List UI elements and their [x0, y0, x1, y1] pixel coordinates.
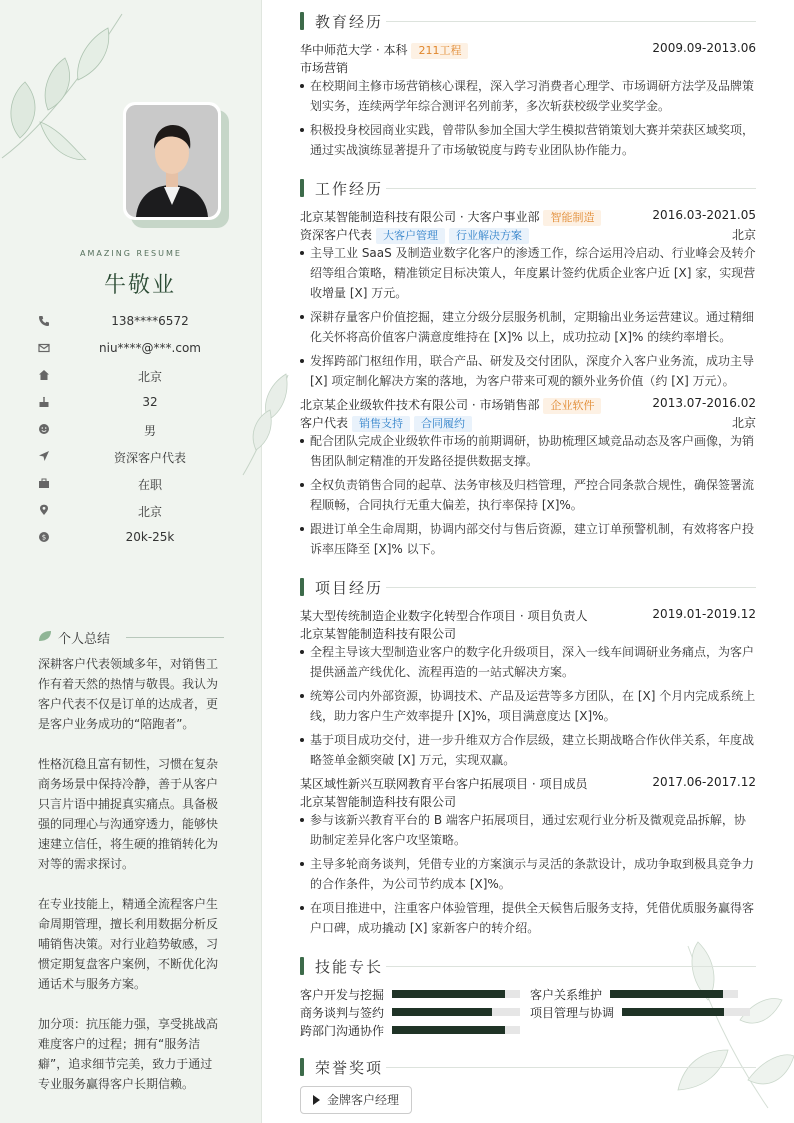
- cake-icon: [38, 396, 50, 408]
- skill-level-bar: [392, 990, 505, 998]
- gender-icon: [38, 423, 50, 435]
- education-header: [300, 40, 756, 58]
- tagline: AMAZING RESUME: [80, 249, 182, 258]
- info-gender: 男: [38, 421, 238, 439]
- section-work: 工作经历: [300, 178, 756, 198]
- project-1-header: [300, 606, 756, 624]
- info-email: niu****@***.com: [38, 340, 238, 358]
- work-date: 2016.03-2021.05: [652, 208, 756, 222]
- profile-photo: [123, 102, 221, 220]
- list-item: 主导多轮商务谈判，凭借专业的方案演示与灵活的条款设计，成功争取到极具竞争力的合作条件，为公司节约成本 [X]%。: [300, 854, 756, 894]
- project-date: 2017.06-2017.12: [652, 775, 756, 789]
- work-2-header: [300, 395, 756, 413]
- education-major-row: [300, 58, 756, 76]
- project-org: 北京某智能制造科技有限公司: [300, 627, 457, 641]
- list-item: 深耕存量客户价值挖掘，建立分级分层服务机制，定期输出业务运营建议。通过精细化关怀将高价值客户满意度维持在 [X]% 以上，成功拉动 [X]% 的续约率增长。: [300, 307, 756, 347]
- send-icon: [38, 450, 50, 462]
- list-item: 基于项目成功交付，进一步升维双方合作层级，建立长期战略合作伙伴关系，年度战略签单金额突破 [X] 万元，实现双赢。: [300, 730, 756, 770]
- section-skills: 技能专长: [300, 956, 756, 976]
- summary-paragraph: 在专业技能上，精通全流程客户生命周期管理，擅长利用数据分析反哺销售决策。对行业趋势敏感，习惯定期复盘客户案例，不断优化沟通话术与服务方案。: [38, 897, 219, 991]
- list-item: 参与该新兴教育平台的 B 端客户拓展项目，通过宏观行业分析及微观竞品拆解，协助制定差异化客户攻坚策略。: [300, 810, 756, 850]
- summary-paragraph: 加分项：抗压能力强，享受挑战高难度客户的过程；拥有“服务洁癖”，追求细节完美，致力于通过专业服务赢得客户长期信赖。: [38, 1017, 219, 1091]
- work-2-bullets: [300, 431, 756, 563]
- info-home: 北京: [38, 367, 238, 385]
- skill-level-bar: [610, 990, 723, 998]
- leaf-icon: [38, 630, 52, 642]
- home-icon: [38, 369, 50, 381]
- summary-paragraph: 深耕客户代表领域多年，对销售工作有着天然的热情与敬畏。我认为客户代表不仅是订单的达成者，更是客户业务成功的“陪跑者”。: [38, 657, 219, 731]
- skill-tag: 合同履约: [414, 416, 472, 432]
- info-salary: $ 20k-25k: [38, 529, 238, 547]
- list-item: 主导工业 SaaS 及制造业数字化客户的渗透工作，综合运用冷启动、行业峰会及转介绍等组合策略，精准锁定目标决策人，年度累计签约优质企业客户近 [X] 家，实现营收增量 [X] 万元。: [300, 243, 756, 303]
- skill-tag: 大客户管理: [376, 228, 445, 244]
- section-projects: 项目经历: [300, 577, 756, 597]
- skill-item: 跨部门沟通协作: [300, 1022, 520, 1038]
- section-education: 教育经历: [300, 11, 756, 31]
- list-item: 在项目推进中，注重客户体验管理，提供全天候售后服务支持，凭借优质服务赢得客户口碑，成功撬动 [X] 家新客户的转介绍。: [300, 898, 756, 938]
- work-1-header: [300, 207, 756, 225]
- play-icon: [313, 1095, 320, 1105]
- leaf-decoration-icon: [0, 10, 130, 160]
- leaf-decoration-icon: [238, 370, 298, 480]
- skill-level-bar: [622, 1008, 724, 1016]
- info-phone: 138****6572: [38, 313, 238, 331]
- work-2-role: [300, 413, 756, 431]
- skill-level-bar: [392, 1026, 505, 1034]
- project-2-bullets: [300, 810, 756, 942]
- list-item: 积极投身校园商业实践，曾带队参加全国大学生模拟营销策划大赛并荣获区域奖项，通过实战演练显著提升了市场敏锐度与跨专业团队协作能力。: [300, 120, 756, 160]
- project-title: 某大型传统制造企业数字化转型合作项目 · 项目负责人: [300, 609, 588, 623]
- location-pin-icon: [38, 504, 50, 516]
- sidebar: [0, 0, 262, 1123]
- list-item: 配合团队完成企业级软件市场的前期调研，协助梳理区域竞品动态及客户画像，为销售团队制定精准的开发路径提供数据支撑。: [300, 431, 756, 471]
- list-item: 全权负责销售合同的起草、法务审核及归档管理，严控合同条款合规性，确保签署流程顺畅，合同执行无重大偏差，执行率保持 [X]%。: [300, 475, 756, 515]
- salary-icon: [38, 531, 50, 543]
- skill-tag: 销售支持: [352, 416, 410, 432]
- work-date: 2013.07-2016.02: [652, 396, 756, 410]
- job-title: 资深客户代表: [300, 228, 373, 242]
- project-title: 某区域性新兴互联网教育平台客户拓展项目 · 项目成员: [300, 777, 588, 791]
- skill-item: 客户开发与挖掘: [300, 986, 520, 1002]
- list-item: 跟进订单全生命周期，协调内部交付与售后资源，建立订单预警机制，有效将客户投诉率压降至 [X]% 以下。: [300, 519, 756, 559]
- list-item: 发挥跨部门枢纽作用，联合产品、研发及交付团队，深度介入客户业务流，成功主导 [X] 项定制化解决方案的落地，为客户带来可观的额外业务价值（约 [X] 万元）。: [300, 351, 756, 391]
- section-awards: 荣誉奖项: [300, 1057, 756, 1077]
- work-1-role: [300, 225, 756, 243]
- summary-text: [38, 654, 222, 1114]
- avatar: [126, 105, 218, 217]
- info-age: 32: [38, 394, 238, 412]
- work-1-bullets: [300, 243, 756, 395]
- summary-heading: 个人总结: [38, 628, 224, 646]
- project-2-header: [300, 774, 756, 792]
- project-date: 2019.01-2019.12: [652, 607, 756, 621]
- company-name: 北京某智能制造科技有限公司 · 大客户事业部: [300, 210, 540, 224]
- info-location: 北京: [38, 502, 238, 520]
- phone-icon: [38, 315, 50, 327]
- info-position: 资深客户代表: [38, 448, 238, 466]
- skill-level-bar: [392, 1008, 492, 1016]
- award-item: 金牌客户经理: [300, 1086, 412, 1114]
- summary-paragraph: 性格沉稳且富有韧性，习惯在复杂商务场景中保持冷静，善于从客户只言片语中捕捉真实痛点。具备极强的同理心与沟通穿透力，能够快速建立信任，将生硬的推销转化为对等的需求探讨。: [38, 757, 219, 871]
- skill-item: 客户关系维护: [530, 986, 738, 1002]
- job-title: 客户代表: [300, 416, 349, 430]
- project-2-org: [300, 792, 756, 810]
- project-org: 北京某智能制造科技有限公司: [300, 795, 457, 809]
- info-status: 在职: [38, 475, 238, 493]
- school-tag: 211工程: [411, 43, 468, 59]
- work-city: 北京: [731, 228, 756, 242]
- project-1-org: [300, 624, 756, 642]
- list-item: 在校期间主修市场营销核心课程，深入学习消费者心理学、市场调研方法学及品牌策划实务，连续两学年综合测评名列前茅，多次斩获校级学业奖学金。: [300, 76, 756, 116]
- mail-icon: [38, 342, 50, 354]
- work-city: 北京: [731, 416, 756, 430]
- briefcase-icon: [38, 477, 50, 489]
- industry-tag: 智能制造: [543, 210, 601, 226]
- education-major: 市场营销: [300, 61, 349, 75]
- industry-tag: 企业软件: [543, 398, 601, 414]
- school-name: 华中师范大学 · 本科: [300, 43, 408, 57]
- skill-item: 商务谈判与签约: [300, 1004, 520, 1020]
- skill-tag: 行业解决方案: [449, 228, 529, 244]
- education-date: 2009.09-2013.06: [652, 41, 756, 55]
- list-item: 全程主导该大型制造业客户的数字化升级项目，深入一线车间调研业务痛点，为客户提供涵盖产线优化、流程再造的一站式解决方案。: [300, 642, 756, 682]
- education-bullets: [300, 76, 756, 164]
- project-1-bullets: [300, 642, 756, 774]
- company-name: 北京某企业级软件技术有限公司 · 市场销售部: [300, 398, 540, 412]
- candidate-name: 牛敬业: [103, 273, 176, 298]
- skill-item: 项目管理与协调: [530, 1004, 750, 1020]
- list-item: 统筹公司内外部资源，协调技术、产品及运营等多方团队，在 [X] 个月内完成系统上线，助力客户生产效率提升 [X]%，项目满意度达 [X]%。: [300, 686, 756, 726]
- svg-text:$: $: [41, 533, 47, 542]
